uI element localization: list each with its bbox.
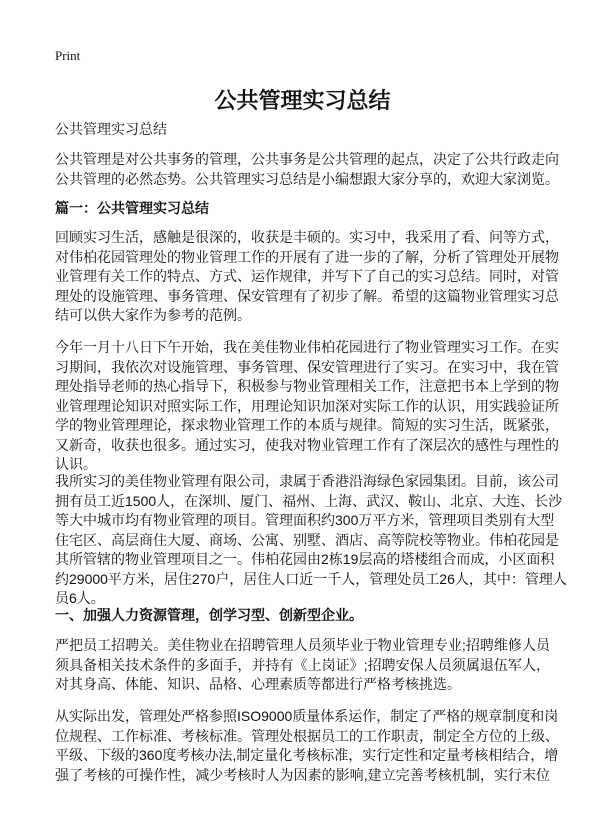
paragraph-line: 公共管理是对公共事务的管理，公共事务是公共管理的起点，决定了公共行政走向 — [55, 151, 559, 167]
paragraph-line: 位规程、工作标准、考核标准。管理处根据员工的工作职责，制定全方位的上级、 — [55, 727, 559, 744]
paragraph-line: 约29000平方米，居住270户，居住人口近一千人，管理处员工26人，其中：管理人 — [55, 570, 567, 587]
paragraph-1 — [55, 228, 559, 326]
paragraph-line: 业管理理论知识对照实际工作，用理论知识加深对实际工作的认识，用实践验证所 — [55, 397, 559, 414]
heading-text: 一、加强人力资源管理，创学习型、创新型企业。 — [55, 607, 363, 623]
paragraph-line: 理处指导老师的热心指导下，积极参与物业管理相关工作，注意把书本上学到的物 — [55, 378, 559, 394]
paragraph-2 — [55, 338, 559, 475]
paragraph-line: 今年一月十八日下午开始，我在美佳物业伟柏花园进行了物业管理实习工作。在实 — [55, 339, 559, 355]
paragraph-line: 等大中城市均有物业管理的项目。管理面积约300万平方米，管理项目类别有大型 — [55, 512, 555, 528]
document-title: 公共管理实习总结 — [214, 88, 391, 113]
subtitle — [55, 120, 550, 140]
paragraph-line: 住宅区、高层商住大厦、商场、公寓、别墅、酒店、高等院校等物业。伟柏花园是 — [55, 531, 559, 548]
paragraph-line: 业管理有关工作的特点、方式、运作规律，并写下了自己的实习总结。同时，对管 — [55, 268, 559, 284]
paragraph-line: 习期间，我依次对设施管理、事务管理、保安管理进行了实习。在实习中，我在管 — [55, 358, 559, 375]
paragraph-line: 对其身高、体能、知识、品格、心理素质等都进行严格考核挑选。 — [55, 676, 461, 692]
subtitle-text: 公共管理实习总结 — [55, 121, 167, 137]
paragraph-line: 又新奇，收获也很多。通过实习，使我对物业管理工作有了深层次的感性与理性的 — [55, 436, 559, 453]
heading-part-one — [55, 199, 550, 219]
paragraph-5 — [55, 707, 559, 785]
paragraph-line: 严把员工招聘关。美佳物业在招聘管理人员须毕业于物业管理专业;招聘维修人员 — [55, 637, 550, 653]
paragraph-line: 从实际出发，管理处严格参照ISO9000质量体系运作，制定了严格的规章制度和岗 — [55, 708, 559, 724]
paragraph-line: 强了考核的可操作性，减少考核时人为因素的影响,建立完善考核机制，实行末位 — [55, 766, 550, 783]
paragraph-3 — [55, 472, 567, 609]
paragraph-line: 平级、下级的360度考核办法,制定量化考核标准，实行定性和定量考核相结合，增 — [55, 747, 559, 763]
paragraph-4 — [55, 636, 550, 695]
heading-section-one — [55, 606, 550, 626]
paragraph-line: 理处的设施管理、事务管理、保安管理有了初步了解。希望的这篇物业管理实习总 — [55, 287, 559, 304]
heading-text: 篇一：公共管理实习总结 — [55, 200, 209, 216]
paragraph-line: 我所实习的美佳物业管理有限公司，隶属于香港沿海绿色家园集团。目前，该公司 — [55, 473, 559, 489]
paragraph-line: 其所管辖的物业管理项目之一。伟柏花园由2栋19层高的塔楼组合而成，小区面积 — [55, 551, 555, 567]
paragraph-line: 认识。 — [55, 456, 97, 472]
print-link[interactable]: Print — [55, 48, 81, 63]
intro-paragraph — [55, 150, 559, 189]
paragraph-line: 结可以供大家作为参考的范例。 — [55, 307, 251, 323]
paragraph-line: 学的物业管理理论，探求物业管理工作的本质与规律。简短的实习生活，既紧张， — [55, 417, 559, 433]
paragraph-line: 公共管理的必然态势。公共管理实习总结是小编想跟大家分享的，欢迎大家浏览。 — [55, 170, 559, 187]
paragraph-line: 拥有员工近1500人，在深圳、厦门、福州、上海、武汉、鞍山、北京、大连、长沙 — [55, 492, 563, 509]
paragraph-line: 须具备相关技术条件的多面手，并持有《上岗证》;招聘安保人员须属退伍军人， — [55, 656, 550, 673]
paragraph-line: 员6人。 — [55, 590, 105, 606]
paragraph-line: 对伟柏花园管理处的物业管理工作的开展有了进一步的了解，分析了管理处开展物 — [55, 248, 559, 265]
paragraph-line: 回顾实习生活，感触是很深的，收获是丰硕的。实习中，我采用了看、问等方式， — [55, 229, 559, 245]
